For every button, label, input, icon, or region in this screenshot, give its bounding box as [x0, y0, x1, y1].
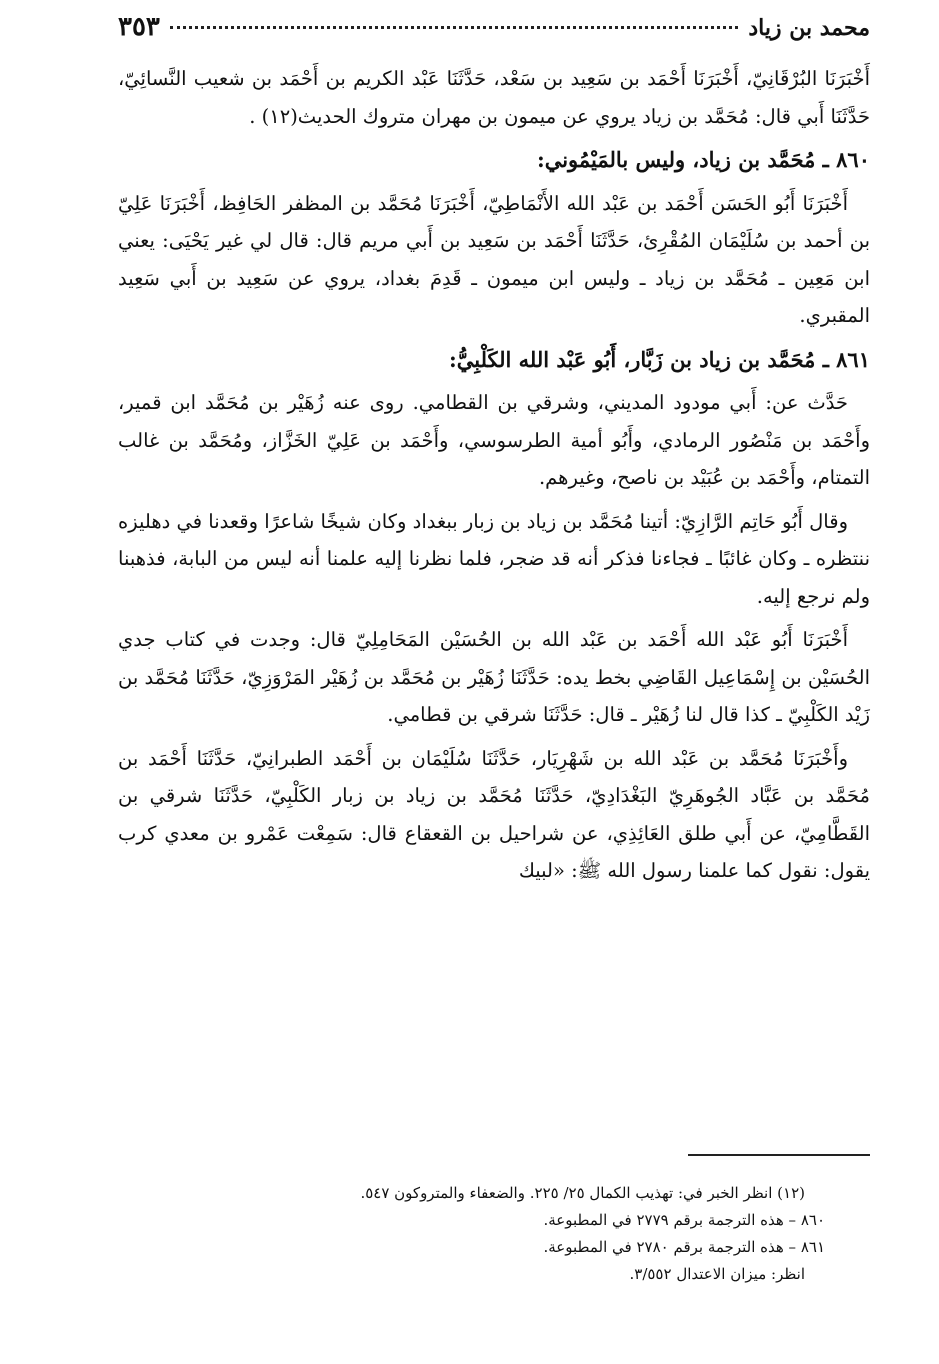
paragraph-abu-hatim: وقال أَبُو حَاتِم الرَّازِيّ: أتينا مُحَمَّد بن زياد بن زبار ببغداد وكان شيخًا شاعرًا وقعدنا في دهليزه ننتظره ـ وكان غائبًا ـ فجاءنا فذكر أنه قد ضجر، فلما نظرنا إليه علمنا أنه ليس من البابة، فذهبنا ولم نرجع إليه. [118, 509, 870, 608]
footnote-861: ٨٦١ – هذه الترجمة برقم ٢٧٨٠ في المطبوعة. [543, 1238, 825, 1256]
paragraph-entry-861-narrators: حَدَّث عن: أَبي مودود المديني، وشرقي بن القطامي. روى عنه زُهَيْر بن مُحَمَّد ابن قمير، وأَحْمَد بن مَنْصُور الرمادي، وأَبُو أمية الطرسوسي، وأَحْمَد بن عَلِيّ الخَزَّاز، ومُحَمَّد بن غالب التمتام، وأَحْمَد بن عُبَيْد بن ناصح، وغيرهم. [118, 391, 870, 489]
footnote-separator [688, 1154, 870, 1156]
footnote-12: (١٢) انظر الخبر في: تهذيب الكمال ٢٥/ ٢٢٥. والضعفاء والمتروكون ٥٤٧. [360, 1184, 805, 1202]
paragraph-tabarani: وأَخْبَرَنَا مُحَمَّد بن عَبْد الله بن شَهْرِيَار، حَدَّثَنَا سُلَيْمَان بن أَحْمَد الطبرانِيّ، حَدَّثَنَا أَحْمَد بن مُحَمَّد بن عَبَّاد الجُوهَرِيّ البَغْدَادِيّ، حَدَّثَنَا مُحَمَّد بن زياد بن زبار الكَلْبِيّ، حَدَّثَنَا شرقي بن القَطَّامِيّ، عن أَبي طلق العَائِذِي، عن شراحيل بن القعقاع قال: سَمِعْت عَمْرو بن معدي كرب يقول: نقول كما علمنا رسول الله ﷺ: «لبيك [118, 746, 870, 882]
paragraph-isnad-nasai: أَخْبَرَنَا البُرْقَانِيّ، أَخْبَرَنَا أَحْمَد بن سَعِيد بن سَعْد، حَدَّثَنَا عَبْد الكريم بن أَحْمَد بن شعيب النَّسائِيّ، حَدَّثَنَا أَبي قال: مُحَمَّد بن زياد يروي عن ميمون بن مهران متروك الحديث(١٢) . [118, 67, 870, 128]
footnote-860: ٨٦٠ – هذه الترجمة برقم ٢٧٧٩ في المطبوعة. [543, 1211, 825, 1229]
page-number: ٣٥٣ [118, 12, 160, 42]
paragraph-entry-860: أَخْبَرَنَا أَبُو الحَسَن أَحْمَد بن عَبْد الله الأَنْمَاطِيّ، أَخْبَرَنَا مُحَمَّد بن المظفر الحَافِظ، أَخْبَرَنَا عَلِيّ بن أحمد بن سُلَيْمَان المُقْرِئ، حَدَّثَنَا أَحْمَد بن سَعِيد بن أَبي مريم قال: قال لي غير يَحْيَى: يعني ابن مَعِين ـ مُحَمَّد بن زياد ـ وليس ابن ميمون ـ قَدِمَ بغداد، يروي عن سَعِيد بن أَبي سَعِيد المقبري. [118, 191, 871, 327]
entry-heading-860: ٨٦٠ ـ مُحَمَّد بن زياد، وليس بالمَيْمُوني: [536, 147, 870, 172]
dotted-leader [170, 26, 738, 29]
running-title: محمد بن زياد [748, 15, 870, 41]
main-text [118, 60, 870, 896]
paragraph-mahamili: أَخْبَرَنَا أَبُو عَبْد الله أَحْمَد بن عَبْد الله بن الحُسَيْن المَحَامِلِيّ قال: وجدت في كتاب جدي الحُسَيْن بن إِسْمَاعِيل القَاضِي بخط يده: حَدَّثَنَا زُهَيْر بن مُحَمَّد بن زُهَيْر المَرْوَزِيّ، حَدَّثَنَا مُحَمَّد بن زَيْد الكَلْبِيّ ـ كذا قال لنا زُهَيْر ـ قال: حَدَّثَنَا شرقي بن قطامي. [118, 628, 870, 726]
footnotes [118, 1180, 825, 1288]
footnote-861-reference: انظر: ميزان الاعتدال ٣/٥٥٢. [629, 1265, 805, 1283]
page-header [118, 12, 870, 52]
entry-heading-861: ٨٦١ ـ مُحَمَّد بن زياد بن زَبَّار، أَبُو عَبْد الله الكَلْبِيُّ: [448, 346, 870, 372]
